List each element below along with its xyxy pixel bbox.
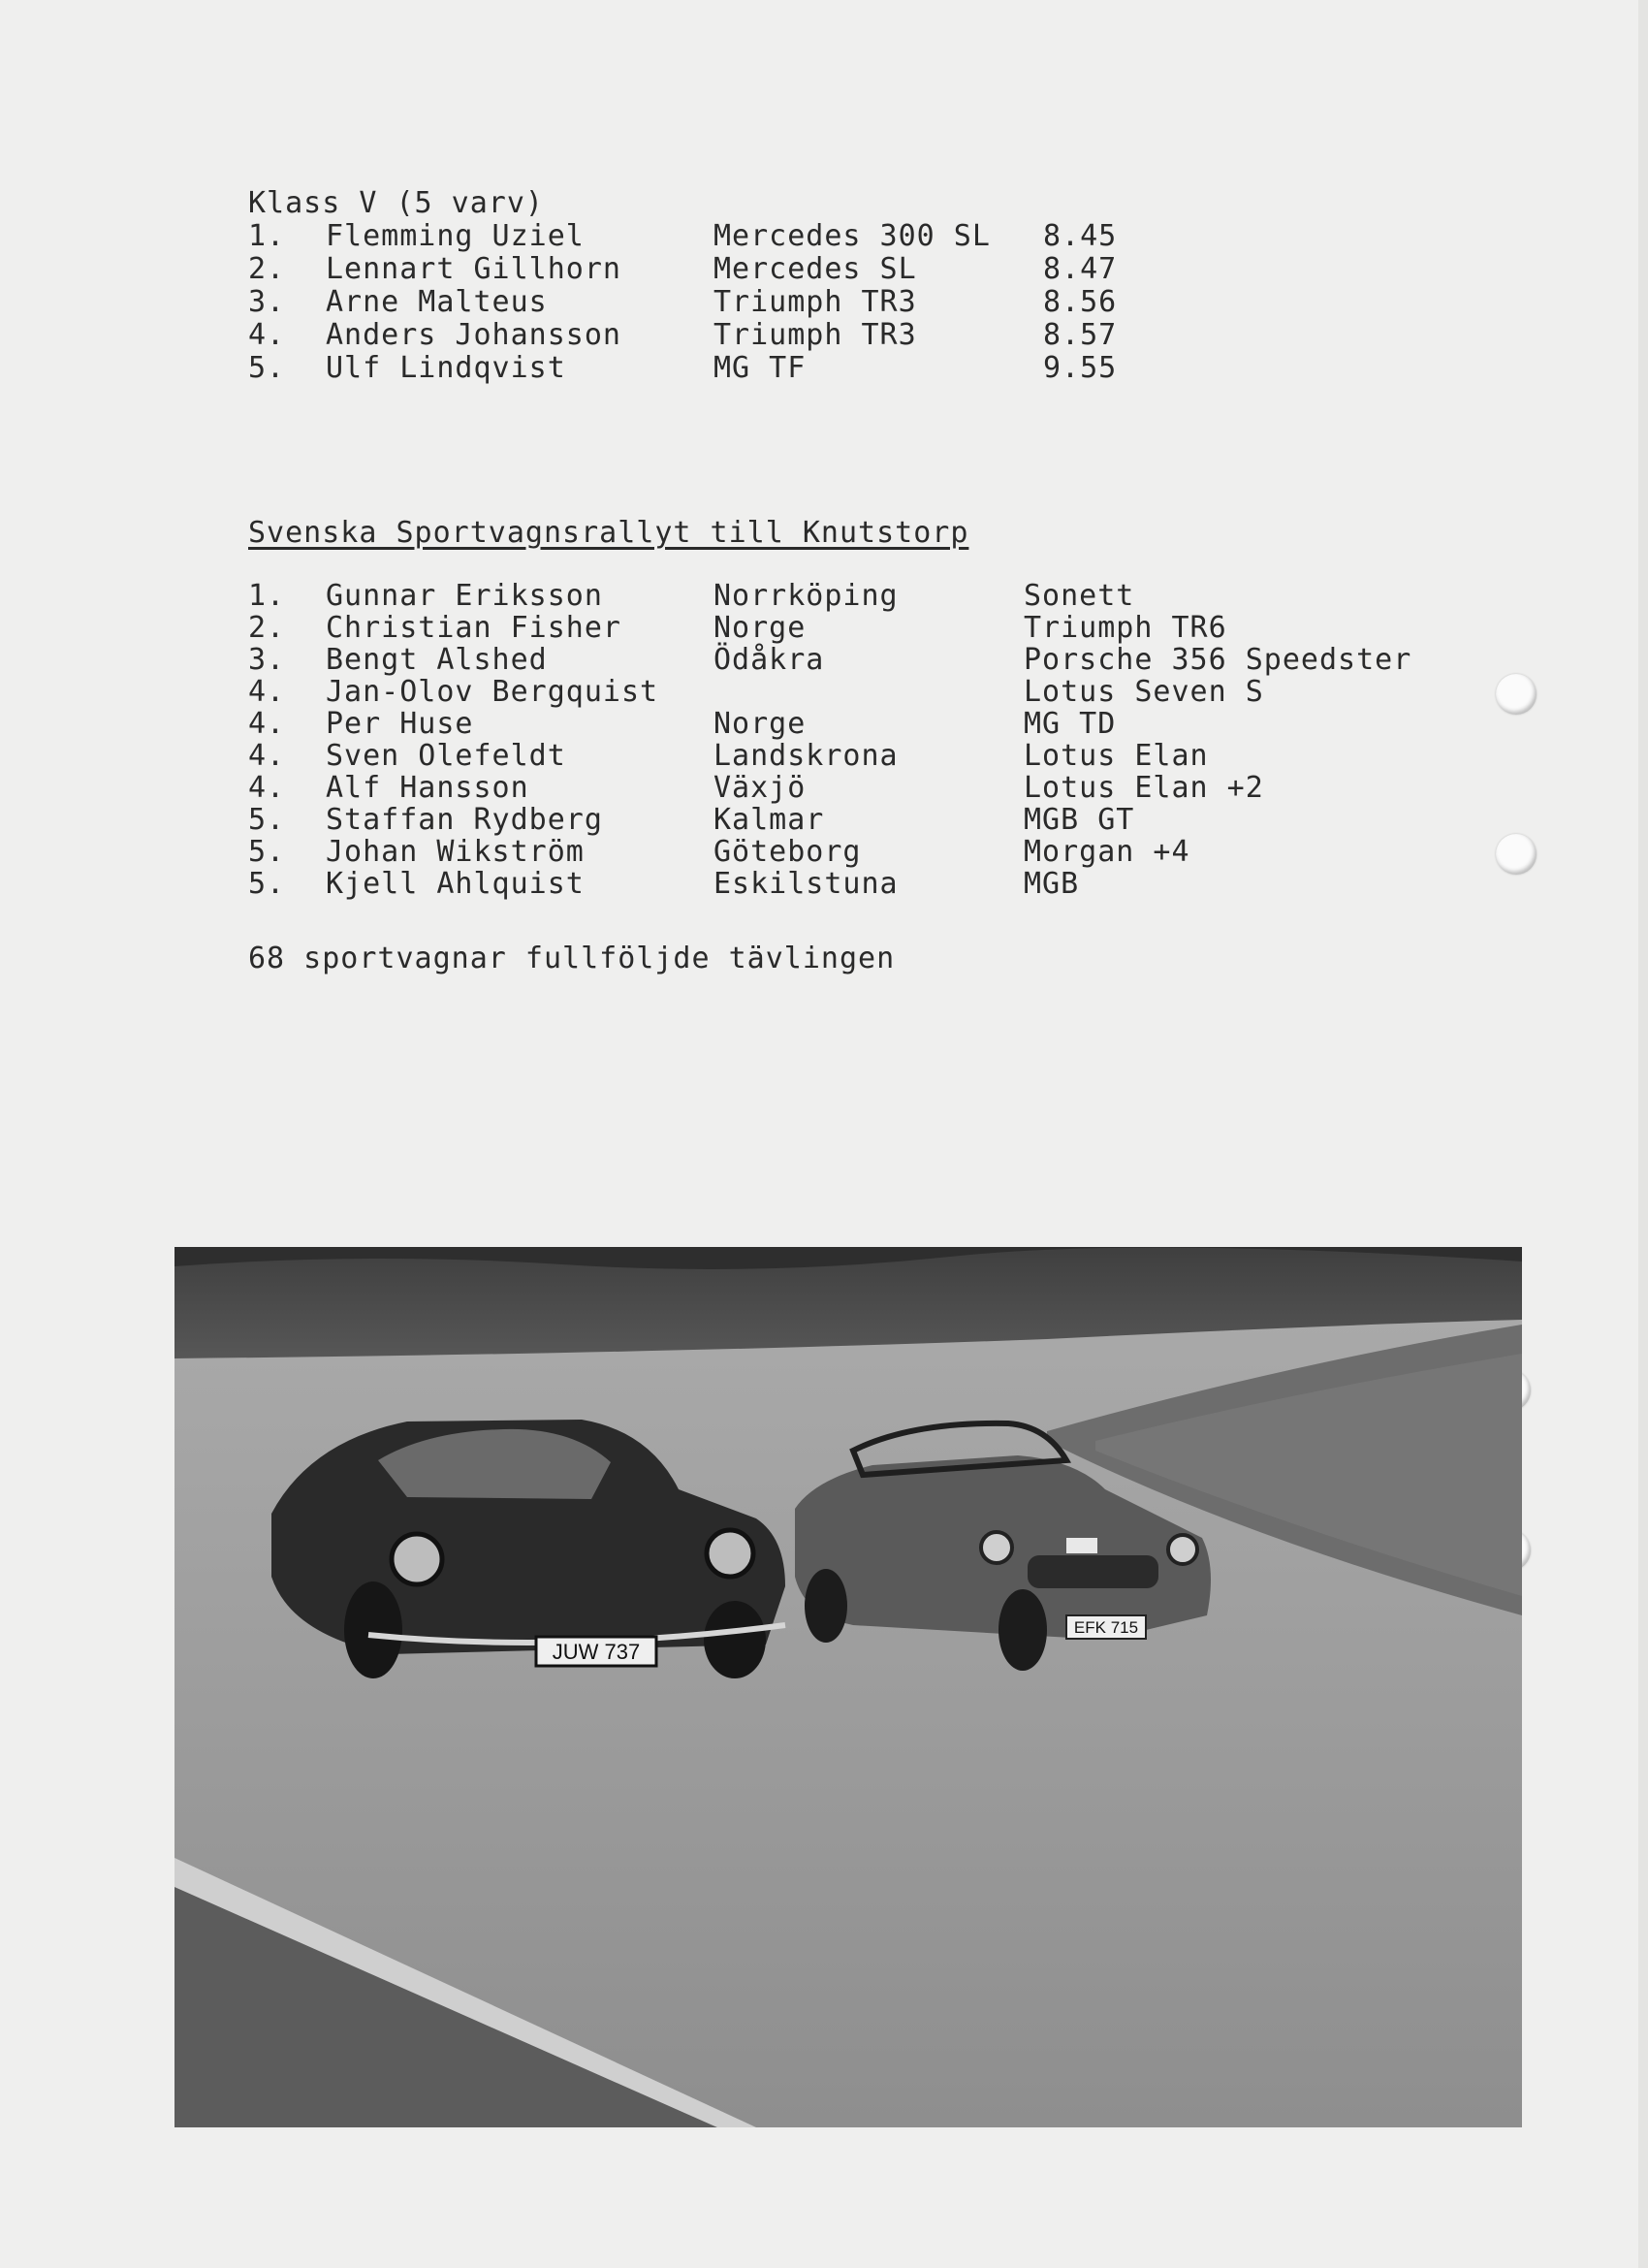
rally-footer: 68 sportvagnar fullföljde tävlingen: [248, 942, 896, 975]
hometown: Kalmar: [713, 803, 825, 837]
page-edge: [1638, 0, 1648, 2268]
car-model: Triumph TR3: [713, 318, 917, 352]
punch-hole: [1496, 674, 1537, 715]
driver-name: Flemming Uziel: [326, 219, 585, 253]
driver-name: Ulf Lindqvist: [326, 351, 566, 385]
race-photo-image: [174, 1247, 1522, 2127]
driver-name: Per Huse: [326, 707, 474, 741]
driver-name: Bengt Alshed: [326, 643, 548, 677]
driver-name: Anders Johansson: [326, 318, 621, 352]
car-model: Porsche 356 Speedster: [1024, 643, 1412, 677]
position: 4.: [248, 318, 286, 352]
hometown: Norge: [713, 611, 807, 645]
position: 2.: [248, 252, 286, 286]
driver-name: Jan-Olov Bergquist: [326, 675, 659, 709]
race-photo: [174, 1247, 1522, 2127]
klass-heading: Klass V (5 varv): [248, 186, 544, 220]
car-model: Lotus Elan: [1024, 739, 1209, 773]
position: 4.: [248, 739, 286, 773]
car-model: Mercedes SL: [713, 252, 917, 286]
position: 4.: [248, 707, 286, 741]
car-model: Lotus Seven S: [1024, 675, 1264, 709]
position: 2.: [248, 611, 286, 645]
position: 5.: [248, 867, 286, 901]
position: 4.: [248, 771, 286, 805]
car-model: MG TD: [1024, 707, 1117, 741]
hometown: Ödåkra: [713, 643, 825, 677]
lap-time: 8.47: [1043, 252, 1118, 286]
driver-name: Gunnar Eriksson: [326, 579, 603, 613]
driver-name: Lennart Gillhorn: [326, 252, 621, 286]
hometown: Växjö: [713, 771, 807, 805]
driver-name: Kjell Ahlquist: [326, 867, 585, 901]
position: 5.: [248, 351, 286, 385]
lap-time: 8.57: [1043, 318, 1118, 352]
position: 1.: [248, 219, 286, 253]
car-model: MGB GT: [1024, 803, 1135, 837]
driver-name: Arne Malteus: [326, 285, 548, 319]
driver-name: Sven Olefeldt: [326, 739, 566, 773]
hometown: Göteborg: [713, 835, 862, 869]
position: 4.: [248, 675, 286, 709]
car-model: Lotus Elan +2: [1024, 771, 1264, 805]
car-model: Morgan +4: [1024, 835, 1190, 869]
car-model: MG TF: [713, 351, 807, 385]
plate-front: JUW 737: [552, 1640, 641, 1664]
car-model: Mercedes 300 SL: [713, 219, 991, 253]
position: 5.: [248, 803, 286, 837]
position: 3.: [248, 643, 286, 677]
driver-name: Staffan Rydberg: [326, 803, 603, 837]
car-model: Triumph TR6: [1024, 611, 1227, 645]
position: 3.: [248, 285, 286, 319]
rally-heading: Svenska Sportvagnsrallyt till Knutstorp: [248, 516, 969, 550]
driver-name: Alf Hansson: [326, 771, 529, 805]
lap-time: 8.56: [1043, 285, 1118, 319]
car-model: Sonett: [1024, 579, 1135, 613]
position: 1.: [248, 579, 286, 613]
lap-time: 8.45: [1043, 219, 1118, 253]
hometown: Norrköping: [713, 579, 899, 613]
punch-hole: [1496, 834, 1537, 875]
driver-name: Johan Wikström: [326, 835, 585, 869]
car-model: Triumph TR3: [713, 285, 917, 319]
position: 5.: [248, 835, 286, 869]
lap-time: 9.55: [1043, 351, 1118, 385]
hometown: Eskilstuna: [713, 867, 899, 901]
plate-rear: EFK 715: [1073, 1618, 1139, 1637]
hometown: Norge: [713, 707, 807, 741]
driver-name: Christian Fisher: [326, 611, 621, 645]
hometown: Landskrona: [713, 739, 899, 773]
car-model: MGB: [1024, 867, 1080, 901]
